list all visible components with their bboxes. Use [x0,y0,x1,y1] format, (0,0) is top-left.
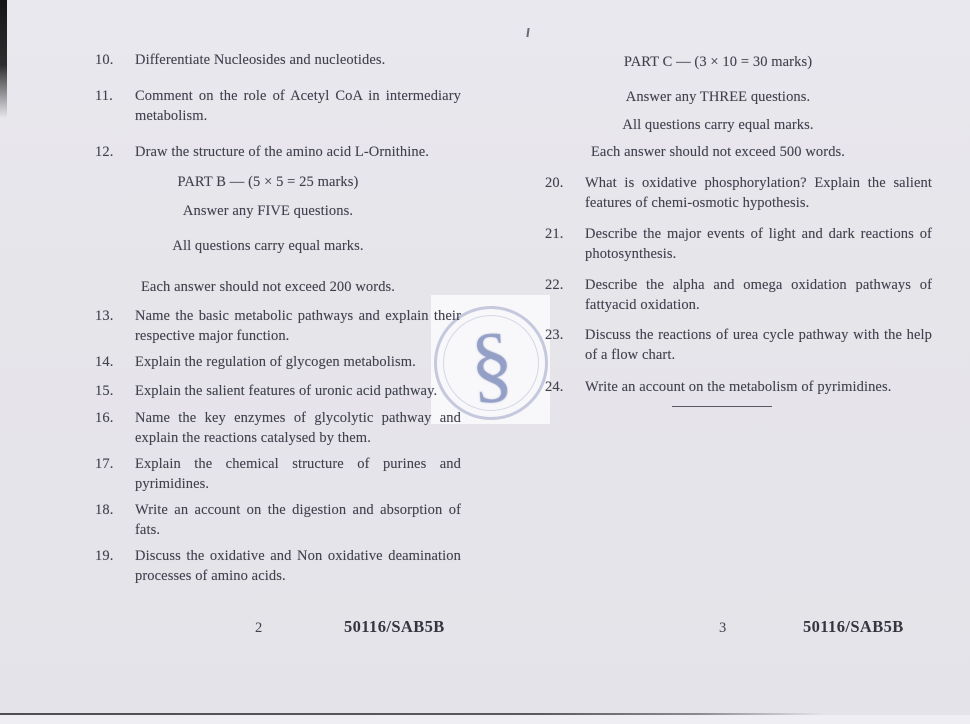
question-number: 15. [95,383,114,399]
question-item [75,546,461,586]
question-text: Name the key enzymes of glycolytic pathway and explain the reactions catalysed by them. [135,410,461,446]
section-instruction: All questions carry equal marks. [172,238,364,254]
question-number: 11. [95,88,113,104]
question-item [540,325,932,365]
paper-code-right: 50116/SAB5B [803,617,904,636]
question-item [75,86,461,126]
section-title-part-b: PART B — (5 × 5 = 25 marks) [177,174,359,190]
question-text: Write an account on the digestion and absorption of fats. [135,502,461,538]
question-number: 13. [95,308,114,324]
question-item [75,50,461,70]
question-number: 20. [545,175,564,191]
page-right [540,44,932,407]
question-item [540,173,932,213]
question-number: 23. [545,327,564,343]
question-text: Comment on the role of Acetyl CoA in intermediary metabolism. [135,88,461,124]
question-text: Explain the salient features of uronic acid pathway. [135,383,438,399]
section-instruction: Answer any THREE questions. [625,89,811,105]
question-text: What is oxidative phosphorylation? Explain the salient features of chemi-osmotic hypothesis. [585,175,932,211]
question-item [75,306,461,346]
section-instruction: All questions carry equal marks. [622,117,814,133]
question-number: 22. [545,277,564,293]
question-number: 12. [95,144,114,160]
question-item [75,454,461,494]
question-text: Draw the structure of the amino acid L-Ornithine. [135,144,429,160]
question-item [75,381,461,401]
scan-underpage-strip [0,715,970,724]
scan-fold-mark [526,28,529,37]
question-number: 21. [545,226,564,242]
question-text: Discuss the oxidative and Non oxidative deamination processes of amino acids. [135,548,461,584]
scan-bottom-edge-line [0,713,970,715]
paper-code-left: 50116/SAB5B [344,617,445,636]
question-item [540,275,932,315]
question-number: 17. [95,456,114,472]
question-item [75,500,461,540]
question-item [75,352,461,372]
section-title-part-c: PART C — (3 × 10 = 30 marks) [623,54,813,70]
page-left [75,44,461,586]
page-number-left: 2 [255,620,263,636]
question-number: 10. [95,52,114,68]
question-item [540,377,932,397]
scan-edge-shadow [0,0,7,118]
seal-helix-icon: § [466,313,516,413]
section-instruction: Each answer should not exceed 500 words. [590,144,846,160]
question-text: Write an account on the metabolism of pyrimidines. [585,379,892,395]
end-of-paper-rule [672,406,772,407]
question-text: Name the basic metabolic pathways and explain their respective major function. [135,308,461,344]
question-text: Describe the alpha and omega oxidation pathways of fattyacid oxidation. [585,277,932,313]
question-text: Explain the regulation of glycogen metabolism. [135,354,416,370]
question-item [75,142,461,162]
question-number: 14. [95,354,114,370]
question-number: 18. [95,502,114,518]
question-text: Differentiate Nucleosides and nucleotides. [135,52,386,68]
page-number-right: 3 [719,620,727,636]
question-text: Explain the chemical structure of purines and pyrimidines. [135,456,461,492]
question-item [75,408,461,448]
question-text: Describe the major events of light and dark reactions of photosynthesis. [585,226,932,262]
question-item [540,224,932,264]
question-text: Discuss the reactions of urea cycle pathway with the help of a flow chart. [585,327,932,363]
question-number: 24. [545,379,564,395]
section-instruction: Answer any FIVE questions. [182,203,354,219]
question-number: 16. [95,410,114,426]
question-number: 19. [95,548,114,564]
section-instruction: Each answer should not exceed 200 words. [140,279,396,295]
